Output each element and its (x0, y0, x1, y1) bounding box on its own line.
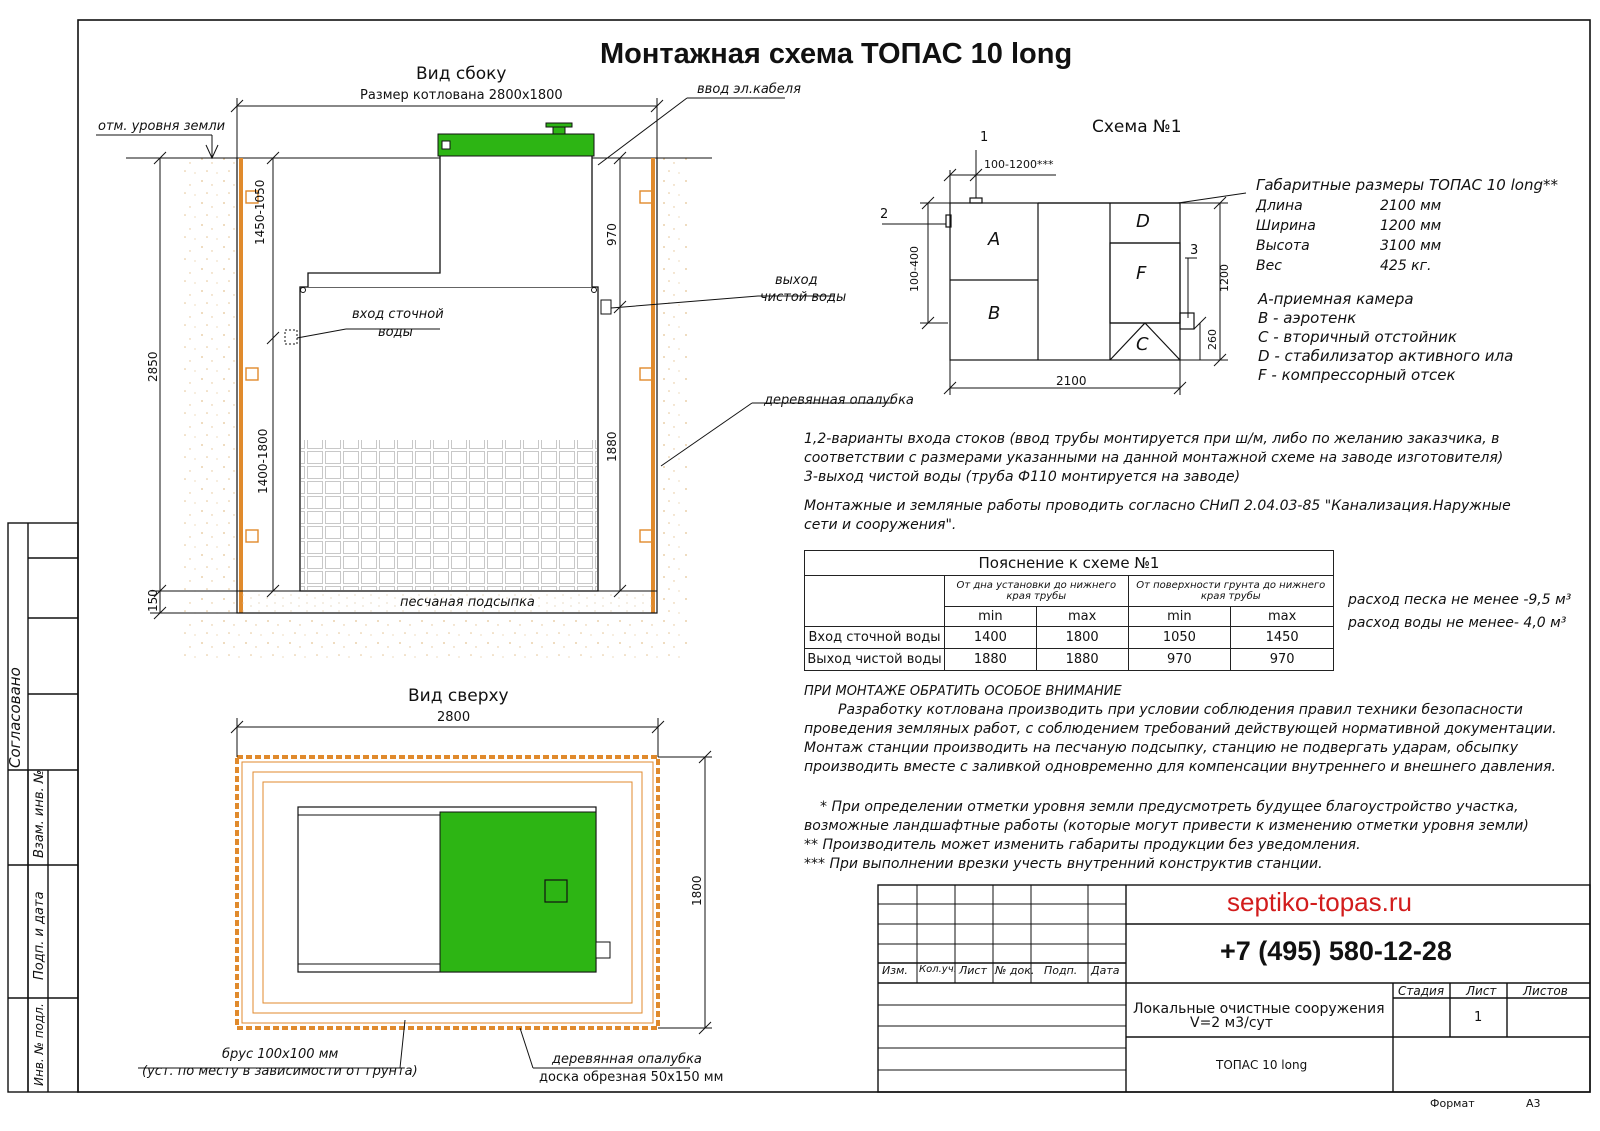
inlet-label-2: воды (378, 325, 413, 340)
scheme-mark-1: 1 (980, 130, 989, 145)
footnote-line: * При определении отметки уровня земли предусмотреть будущее благоустройство участка, (820, 799, 1519, 815)
stamp-product: ТОПАС 10 long (1216, 1058, 1308, 1072)
spec-key: Вес (1256, 258, 1282, 274)
outlet-label-2: чистой воды (760, 290, 847, 305)
table-row (805, 627, 1334, 649)
inlet-label-1: вход сточной (352, 307, 444, 322)
cell: 1450 (1231, 627, 1334, 649)
sand-consumption: расход песка не менее -9,5 м³ (1348, 592, 1572, 608)
stamp-col-doc: № док. (995, 964, 1035, 977)
scheme-dim-left: 100-400 (908, 246, 921, 292)
legend-item: В - аэротенк (1258, 309, 1357, 327)
formwork-right (651, 158, 655, 613)
footnote-line: возможные ландшафтные работы (которые могут привести к изменению отметки уровня земли) (804, 818, 1529, 834)
formwork-left (239, 158, 243, 613)
top-view-title: Вид сверху (408, 686, 509, 706)
sand-label: песчаная подсыпка (400, 595, 535, 610)
cell: 1880 (1036, 649, 1128, 671)
dim-150: 150 (146, 589, 160, 612)
specs-table (1256, 196, 1441, 276)
spec-value: 425 кг. (1380, 258, 1432, 274)
attention-block (804, 682, 1557, 777)
format-label: Формат (1430, 1097, 1475, 1110)
col-max: max (1036, 607, 1128, 627)
legend-item: D - стабилизатор активного ила (1258, 347, 1514, 365)
explanation-group-1: От дна установки до нижнего края трубы (945, 576, 1129, 607)
water-consumption: расход воды не менее- 4,0 м³ (1348, 615, 1567, 631)
explanation-table (804, 550, 1334, 671)
cell: 970 (1231, 649, 1334, 671)
cell: 1400 (945, 627, 1037, 649)
legend-item: А-приемная камера (1258, 290, 1414, 308)
scheme-mark-2: 2 (880, 207, 889, 222)
stamp-col-kol: Кол.уч. (919, 964, 957, 975)
row-label: Вход сточной воды (805, 627, 945, 649)
dim-2850: 2850 (146, 351, 160, 382)
compartment-D: D (1136, 211, 1150, 232)
sidebar-sign-date: Подп. и дата (32, 891, 47, 980)
note-line: 1,2-варианты входа стоков (ввод трубы монтируется при ш/м, либо по желанию заказчика, в (804, 431, 1500, 447)
scheme-dim-top: 100-1200*** (984, 158, 1054, 171)
legend-item: F - компрессорный отсек (1258, 366, 1456, 384)
table-row (805, 649, 1334, 671)
format-value: А3 (1526, 1097, 1541, 1110)
top-view-drawing (138, 718, 712, 1068)
top-formwork-label-2: доска обрезная 50х150 мм (539, 1070, 724, 1085)
pit-size-label: Размер котлована 2800х1800 (360, 88, 563, 103)
side-view-drawing (96, 98, 895, 663)
outlet-label-1: выход (775, 273, 818, 288)
scheme-dim-bottom: 2100 (1056, 374, 1087, 388)
dim-1400-1800: 1400-1800 (256, 428, 270, 494)
phone-number: +7 (495) 580-12-28 (1220, 936, 1452, 966)
dim-1450-1050: 1450-1050 (253, 179, 267, 245)
tank-lid-top (440, 812, 596, 972)
col-min: min (1128, 607, 1231, 627)
note-line: Монтажные и земляные работы проводить согласно СНиП 2.04.03-85 "Канализация.Наружные (804, 498, 1511, 514)
site-link[interactable]: septiko-topas.ru (1227, 887, 1412, 917)
spec-value: 2100 мм (1380, 198, 1442, 214)
footnote-line: ** Производитель может изменить габариты продукции без уведомления. (804, 837, 1361, 853)
attention-line: производить вместе с заливкой одновременно для компенсации внутреннего и внешнего давления. (804, 759, 1556, 775)
spec-value: 3100 мм (1380, 238, 1442, 254)
side-view-title: Вид сбоку (416, 64, 507, 84)
attention-heading: ПРИ МОНТАЖЕ ОБРАТИТЬ ОСОБОЕ ВНИМАНИЕ (804, 684, 1122, 699)
explanation-corner (805, 576, 945, 627)
cell: 1800 (1036, 627, 1128, 649)
stamp-sheet-number: 1 (1474, 1010, 1483, 1025)
stamp-desc-1: Локальные очистные сооружения (1133, 1001, 1385, 1017)
top-view-height: 1800 (690, 875, 704, 906)
footnote-line: *** При выполнении врезки учесть внутренний конструктив станции. (804, 856, 1323, 872)
stamp-col-date: Дата (1091, 964, 1120, 977)
beam-label-2: (уст. по месту в зависимости от грунта) (142, 1064, 418, 1079)
stamp-col-izm: Изм. (882, 964, 908, 977)
legend-item: С - вторичный отстойник (1258, 328, 1457, 346)
scheme-dim-260: 260 (1206, 329, 1219, 350)
stamp-desc-2: V=2 м3/сут (1190, 1015, 1273, 1031)
cell: 1880 (945, 649, 1037, 671)
attention-line: Монтаж станции производить на песчаную подсыпку, станцию не подвергать ударам, обсыпку (804, 740, 1518, 756)
legend (1258, 290, 1513, 385)
stamp-col-sign: Подп. (1044, 964, 1078, 977)
tank-filter-block (301, 440, 597, 590)
ground-level-label: отм. уровня земли (98, 119, 226, 134)
col-max: max (1231, 607, 1334, 627)
explanation-title: Пояснение к схеме №1 (805, 551, 1334, 576)
stamp-sheets: Листов (1523, 984, 1568, 998)
scheme-title: Схема №1 (1092, 117, 1182, 137)
notes-block (804, 430, 1511, 535)
spec-key: Высота (1256, 238, 1310, 254)
page-title: Монтажная схема ТОПАС 10 long (600, 38, 1073, 70)
spec-key: Ширина (1256, 218, 1316, 234)
cable-label: ввод эл.кабеля (697, 82, 801, 97)
compartment-F: F (1136, 263, 1147, 284)
specs-heading: Габаритные размеры ТОПАС 10 long** (1256, 176, 1558, 194)
sidebar-replace: Взам. инв. № (32, 769, 47, 858)
spec-key: Длина (1256, 198, 1303, 214)
top-view-width: 2800 (437, 710, 471, 725)
footnotes-block (804, 798, 1529, 874)
sidebar-agreed: Согласовано (6, 667, 24, 768)
outlet-pipe (601, 300, 611, 314)
scheme-dim-right: 1200 (1218, 264, 1231, 292)
stamp-stage: Стадия (1398, 984, 1445, 998)
cell: 970 (1128, 649, 1231, 671)
compartment-C: C (1136, 334, 1149, 355)
row-label: Выход чистой воды (805, 649, 945, 671)
scheme-1-drawing (882, 150, 1246, 395)
compartment-B: B (988, 303, 1001, 324)
col-min: min (945, 607, 1037, 627)
sidebar-inv: Инв. № подл. (32, 1003, 46, 1086)
formwork-label: деревянная опалубка (764, 393, 914, 408)
dim-970: 970 (605, 223, 619, 246)
compartment-A: A (988, 229, 1001, 250)
spec-value: 1200 мм (1380, 218, 1442, 234)
note-line: 3-выход чистой воды (труба Ф110 монтируется на заводе) (804, 469, 1241, 485)
note-line: соответствии с размерами указанными на данной монтажной схеме на заводе изготовителя) (804, 450, 1504, 466)
dim-1880: 1880 (605, 431, 619, 462)
top-formwork-label-1: деревянная опалубка (552, 1052, 702, 1067)
attention-line: Разработку котлована производить при условии соблюдения правил техники безопасности (838, 702, 1523, 718)
stamp-col-list: Лист (959, 964, 987, 977)
attention-line: проведения земляных работ, с соблюдением требований действующей нормативной документации. (804, 721, 1557, 737)
beam-label-1: брус 100х100 мм (222, 1047, 339, 1062)
stamp-sheet: Лист (1466, 984, 1497, 998)
explanation-group-2: От поверхности грунта до нижнего края трубы (1128, 576, 1333, 607)
note-line: сети и сооружения". (804, 517, 957, 533)
cell: 1050 (1128, 627, 1231, 649)
scheme-mark-3: 3 (1190, 243, 1199, 258)
tank-lid (438, 134, 594, 156)
